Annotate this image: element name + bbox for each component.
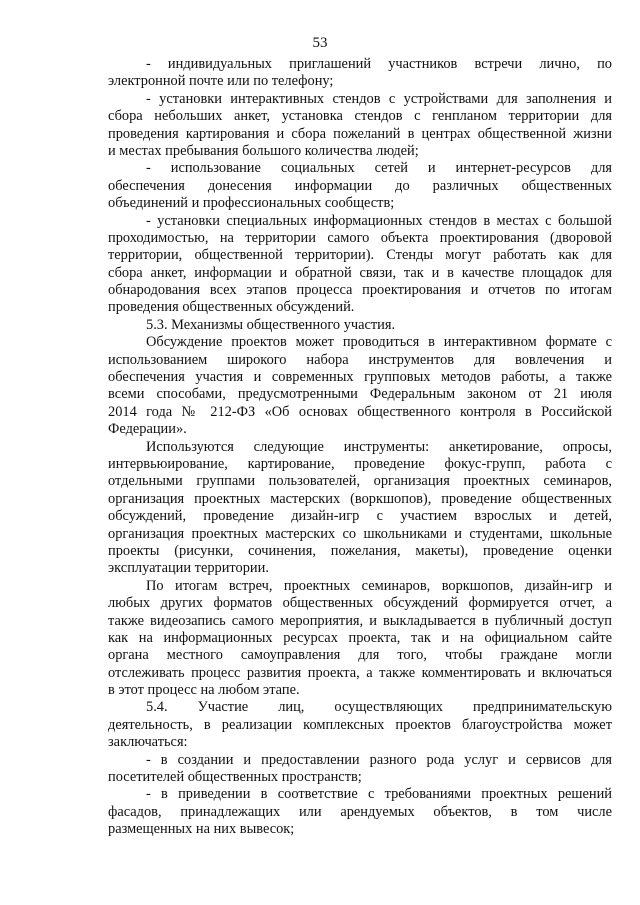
text-line: заключаться:	[108, 734, 188, 751]
text-line: проведения общественных обсуждений.	[108, 299, 355, 316]
text-line: и местах пребывания большого количества людей;	[108, 142, 419, 159]
text-line: сбора анкет, информации и обратной связи, так и в качестве площадок для	[108, 264, 612, 281]
text-line: также видеозапись самого мероприятия, и выкладывается в публичный доступ	[108, 612, 612, 629]
text-line: территории, общественной территории). Стенды могут работать как для	[108, 247, 612, 264]
text-line: - установки специальных информационных стендов в местах с большой	[146, 212, 612, 229]
text-line: 2014 года № 212-ФЗ «Об основах общественного контроля в Российской	[108, 403, 612, 420]
text-line: обеспечения донесения информации до различных общественных	[108, 177, 612, 194]
text-line: деятельность, в реализации комплексных проектов благоустройства может	[108, 716, 612, 733]
text-line: - установки интерактивных стендов с устройствами для заполнения и	[146, 90, 612, 107]
document-body	[108, 56, 612, 839]
text-line: эксплуатации территории.	[108, 560, 269, 577]
text-line: организация проектных мастерских (воркшопов), проведение общественных	[108, 490, 612, 507]
text-line: объединений и профессиональных сообществ;	[108, 195, 395, 212]
text-line: - в приведении в соответствие с требованиями проектных решений	[146, 786, 612, 803]
text-line: обнародования всех этапов процесса проектирования и отчетов по итогам	[108, 282, 612, 299]
text-line: Федерации».	[108, 421, 187, 438]
text-line: 5.4. Участие лиц, осуществляющих предпринимательскую	[146, 699, 612, 716]
page-number: 53	[312, 35, 328, 51]
text-line: размещенных на них вывесок;	[108, 821, 295, 838]
text-line: - использование социальных сетей и интернет-ресурсов для	[146, 160, 612, 177]
text-line: проходимостью, на территории самого объекта проектирования (дворовой	[108, 229, 612, 246]
text-line: проекты (рисунки, сочинения, пожелания, макеты), проведение оценки	[108, 542, 612, 559]
text-line: органа местного самоуправления для того, чтобы граждане могли	[108, 647, 612, 664]
text-line: отдельными группами пользователей, организация проектных семинаров,	[108, 473, 612, 490]
text-line: По итогам встреч, проектных семинаров, воркшопов, дизайн-игр и	[146, 577, 612, 594]
text-line: электронной почте или по телефону;	[108, 73, 334, 90]
text-line: фасадов, принадлежащих или арендуемых объектов, в том числе	[108, 803, 612, 820]
text-line: в этот процесс на любом этапе.	[108, 682, 300, 699]
text-line: организация проектных мастерских со школьниками и студентами, школьные	[108, 525, 612, 542]
text-line: - в создании и предоставлении разного рода услуг и сервисов для	[146, 751, 612, 768]
text-line: 5.3. Механизмы общественного участия.	[146, 316, 396, 333]
text-line: как на информационных ресурсах проекта, так и на официальном сайте	[108, 629, 612, 646]
text-line: Используются следующие инструменты: анкетирование, опросы,	[146, 438, 612, 455]
text-line: использованием широкого набора инструментов для вовлечения и	[108, 351, 612, 368]
text-line: всеми способами, предусмотренными Федеральным законом от 21 июля	[108, 386, 612, 403]
text-line: проведения картирования и сбора пожеланий в центрах общественной жизни	[108, 125, 612, 142]
text-line: интервьюирование, картирование, проведение фокус-групп, работа с	[108, 455, 612, 472]
text-line: обеспечения участия и современных групповых методов работы, а также	[108, 369, 612, 386]
text-line: любых других форматов общественных обсуждений формируется отчет, а	[108, 595, 612, 612]
text-line: отслеживать процесс развития проекта, а также комментировать и включаться	[108, 664, 612, 681]
text-line: сбора небольших анкет, установка стендов с генпланом территории для	[108, 108, 612, 125]
text-line: посетителей общественных пространств;	[108, 769, 362, 786]
text-line: - индивидуальных приглашений участников встречи лично, по	[146, 56, 612, 72]
text-line: Обсуждение проектов может проводиться в интерактивном формате с	[146, 334, 612, 351]
text-line: обсуждений, проведение дизайн-игр с участием взрослых и детей,	[108, 508, 612, 525]
